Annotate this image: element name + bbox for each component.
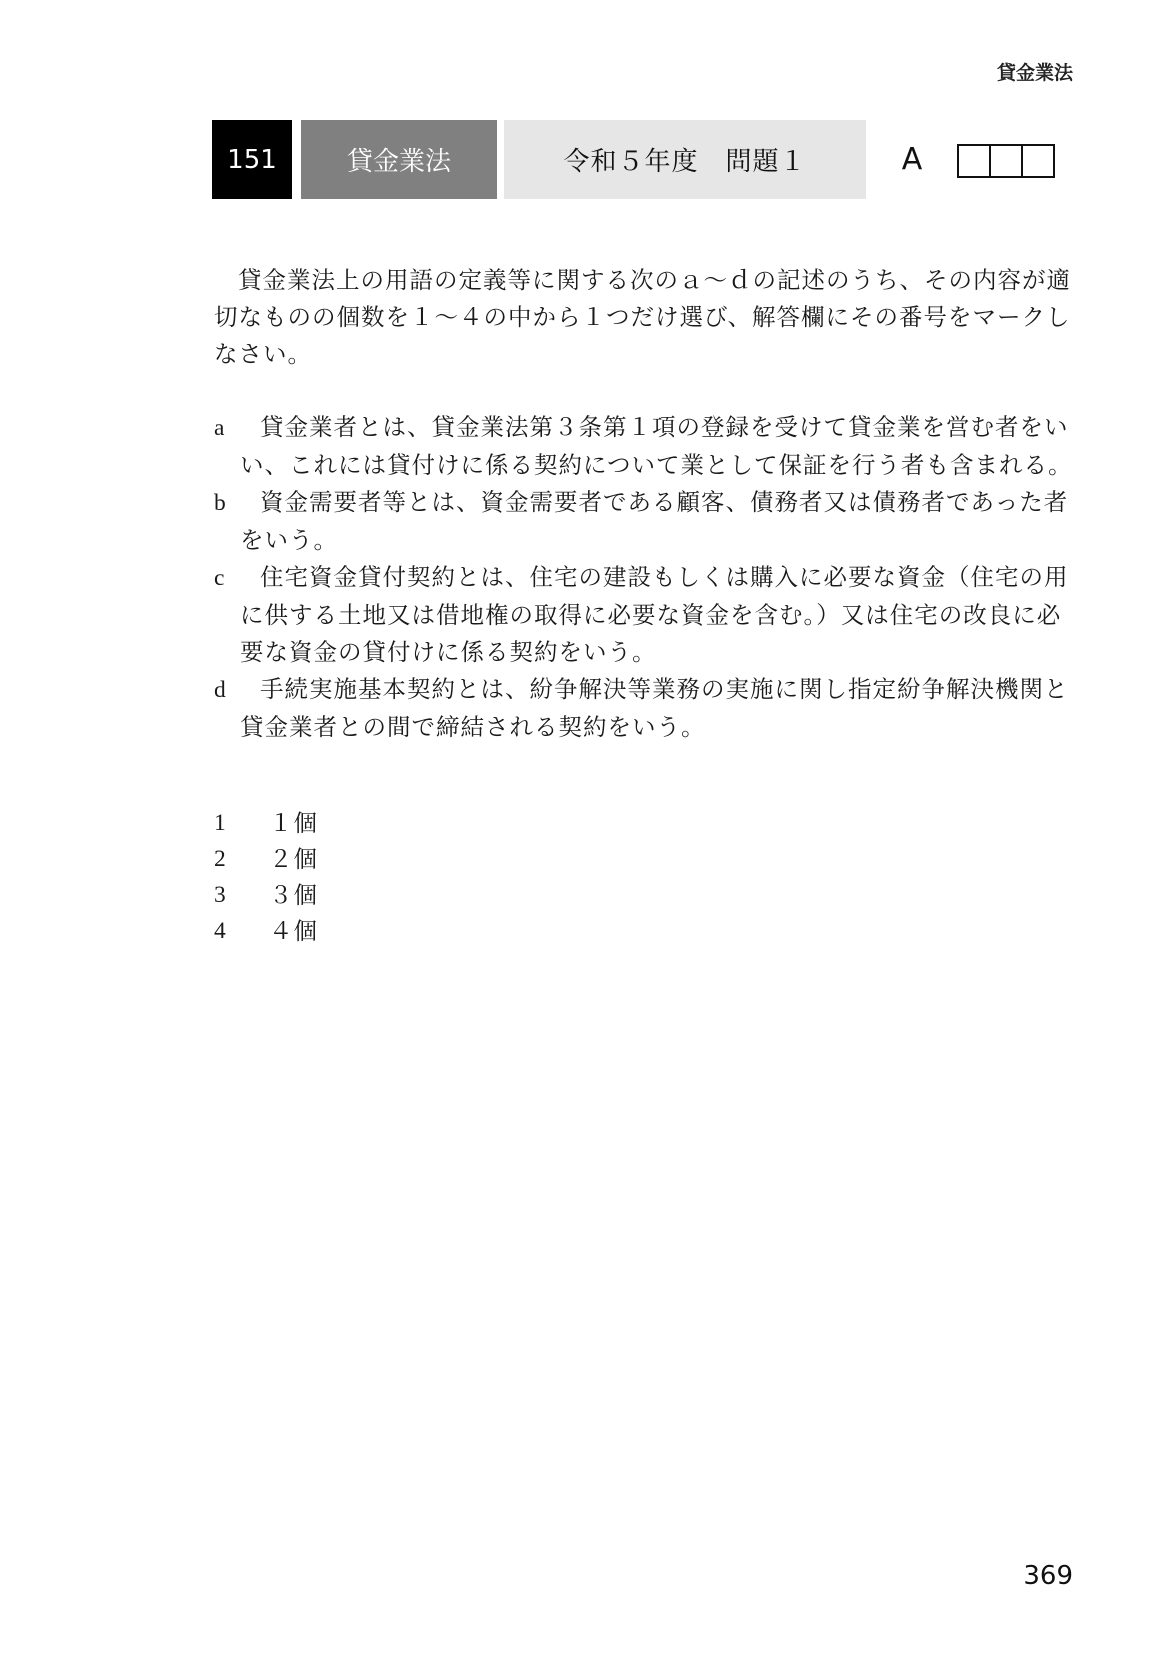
running-head: 貸金業法 xyxy=(996,62,1073,84)
exam-label: 令和５年度 問題１ xyxy=(504,120,866,199)
choice-number: 3 xyxy=(214,882,227,908)
choice-text: ３個 xyxy=(269,881,318,909)
statement-label: c xyxy=(214,565,226,591)
choice-3 xyxy=(214,877,318,913)
rank-label: A xyxy=(901,142,923,177)
choice-4 xyxy=(214,913,318,949)
statement-text: 貸金業者とは、貸金業法第３条第１項の登録を受けて貸金業を営む者をいい、これには貸付けに係る契約について業として保証を行う者も含まれる。 xyxy=(240,413,1073,479)
choice-text: １個 xyxy=(269,809,318,837)
choice-text: ２個 xyxy=(269,845,318,873)
choice-1 xyxy=(214,805,318,841)
question-text: 貸金業法上の用語の定義等に関する次のａ～ｄの記述のうち、その内容が適切なものの個数を１～４の中から１つだけ選び、解答欄にその番号をマークしなさい。 xyxy=(214,266,1071,368)
statement-text: 資金需要者等とは、資金需要者である顧客、債務者又は債務者であった者をいう。 xyxy=(240,488,1069,554)
statement-b xyxy=(214,484,1074,559)
statement-list xyxy=(214,409,1074,746)
subject-label: 貸金業法 xyxy=(301,120,497,199)
statement-label: d xyxy=(214,677,227,703)
choice-2 xyxy=(214,841,318,877)
check-boxes xyxy=(957,144,1053,178)
question-number: 151 xyxy=(212,120,292,199)
statement-a xyxy=(214,409,1074,484)
checkbox-1[interactable] xyxy=(957,144,991,178)
choice-number: 1 xyxy=(214,810,227,836)
statement-d xyxy=(214,671,1074,746)
statement-label: b xyxy=(214,490,227,516)
statement-label: a xyxy=(214,415,226,441)
statement-c xyxy=(214,559,1074,671)
choice-number: 2 xyxy=(214,846,227,872)
statement-text: 手続実施基本契約とは、紛争解決等業務の実施に関し指定紛争解決機関と貸金業者との間で締結される契約をいう。 xyxy=(240,675,1069,741)
choice-text: ４個 xyxy=(269,917,318,945)
choice-number: 4 xyxy=(214,918,227,944)
page-number: 369 xyxy=(1023,1561,1073,1591)
checkbox-2[interactable] xyxy=(989,144,1023,178)
checkbox-3[interactable] xyxy=(1021,144,1055,178)
statement-text: 住宅資金貸付契約とは、住宅の建設もしくは購入に必要な資金（住宅の用に供する土地又は借地権の取得に必要な資金を含む。）又は住宅の改良に必要な資金の貸付けに係る契約をいう。 xyxy=(240,563,1069,666)
answer-choices xyxy=(214,805,318,949)
question-header xyxy=(212,120,1073,199)
